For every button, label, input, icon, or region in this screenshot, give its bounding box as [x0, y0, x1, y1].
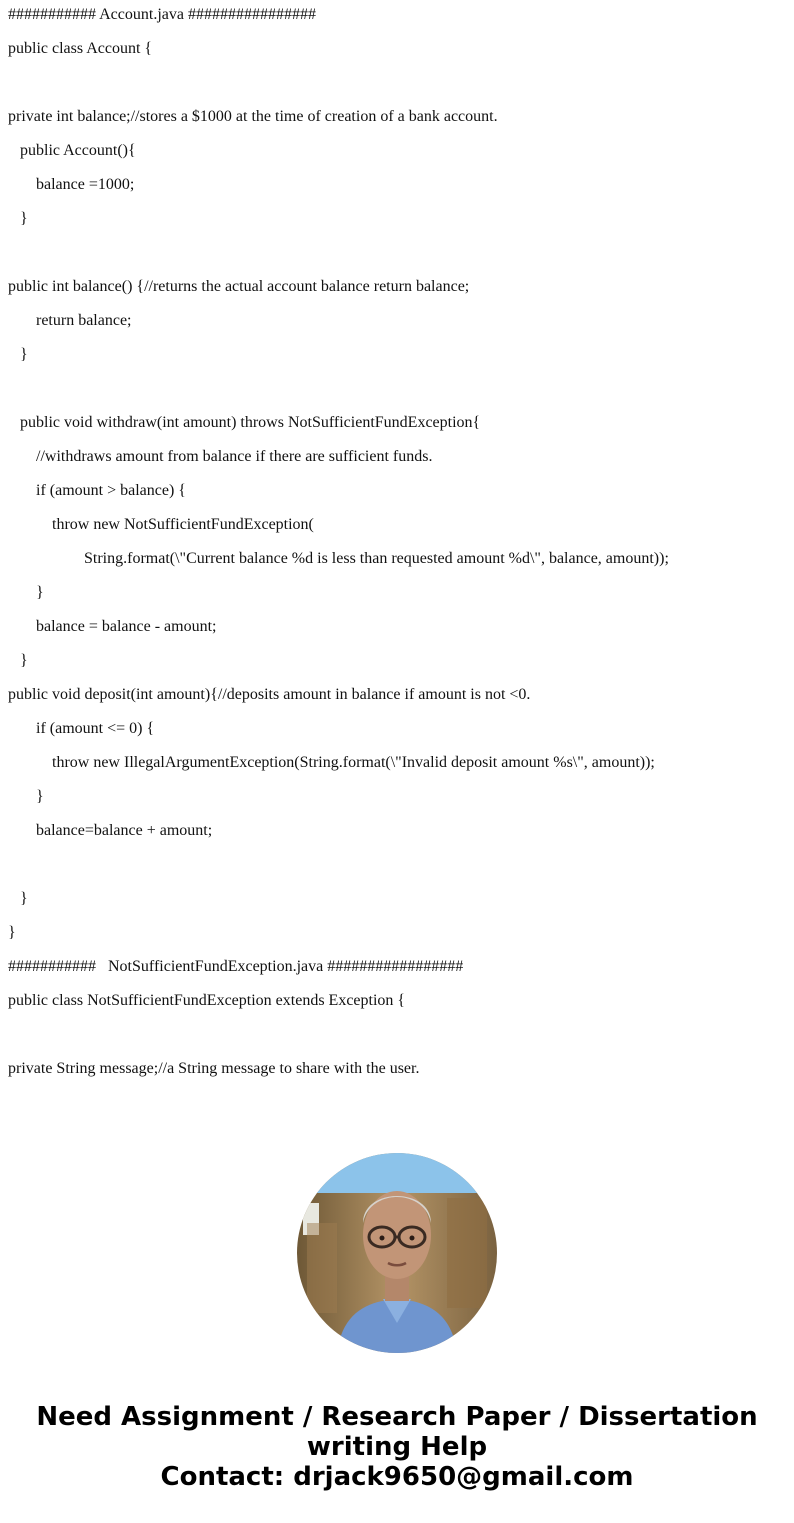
code-line: }	[8, 584, 44, 601]
code-line: if (amount > balance) {	[8, 482, 186, 499]
code-line: return balance;	[8, 312, 132, 329]
code-line: }	[8, 346, 28, 363]
code-line	[8, 238, 788, 272]
promo-line: writing Help	[306, 1432, 488, 1462]
code-line	[8, 1020, 788, 1054]
code-line: public Account(){	[8, 142, 136, 159]
code-line	[8, 850, 788, 884]
code-line: balance=balance + amount;	[8, 822, 213, 839]
code-line: }	[8, 652, 28, 669]
author-photo	[297, 1153, 497, 1353]
code-line: public class NotSufficientFundException extends Exception {	[8, 992, 406, 1009]
code-line: if (amount <= 0) {	[8, 720, 155, 737]
code-document	[8, 0, 788, 1088]
code-line: public class Account {	[8, 40, 153, 57]
code-line: public int balance() {//returns the actual account balance return balance;	[8, 278, 470, 295]
promo-banner	[0, 1402, 794, 1492]
code-line: ########### NotSufficientFundException.java #################	[8, 958, 464, 975]
code-line: }	[8, 210, 28, 227]
code-line: private String message;//a String message to share with the user.	[8, 1060, 420, 1077]
code-line: private int balance;//stores a $1000 at the time of creation of a bank account.	[8, 108, 498, 125]
code-line: }	[8, 924, 16, 941]
code-line: throw new NotSufficientFundException(	[8, 516, 314, 533]
promo-contact: Contact: drjack9650@gmail.com	[160, 1462, 634, 1492]
code-line: public void withdraw(int amount) throws NotSufficientFundException{	[8, 414, 481, 431]
code-line: }	[8, 890, 28, 907]
code-line	[8, 374, 788, 408]
code-line	[8, 68, 788, 102]
promo-line: Need Assignment / Research Paper / Dissertation	[36, 1402, 758, 1432]
code-line: }	[8, 788, 44, 805]
code-line: ########### Account.java ################	[8, 6, 316, 23]
code-line: throw new IllegalArgumentException(String.format(\"Invalid deposit amount %s\", amount));	[8, 754, 655, 771]
code-line: String.format(\"Current balance %d is less than requested amount %d\", balance, amount));	[8, 550, 669, 567]
code-line: balance = balance - amount;	[8, 618, 217, 635]
code-line: //withdraws amount from balance if there are sufficient funds.	[8, 448, 433, 465]
code-line: public void deposit(int amount){//deposits amount in balance if amount is not <0.	[8, 686, 531, 703]
code-line: balance =1000;	[8, 176, 135, 193]
